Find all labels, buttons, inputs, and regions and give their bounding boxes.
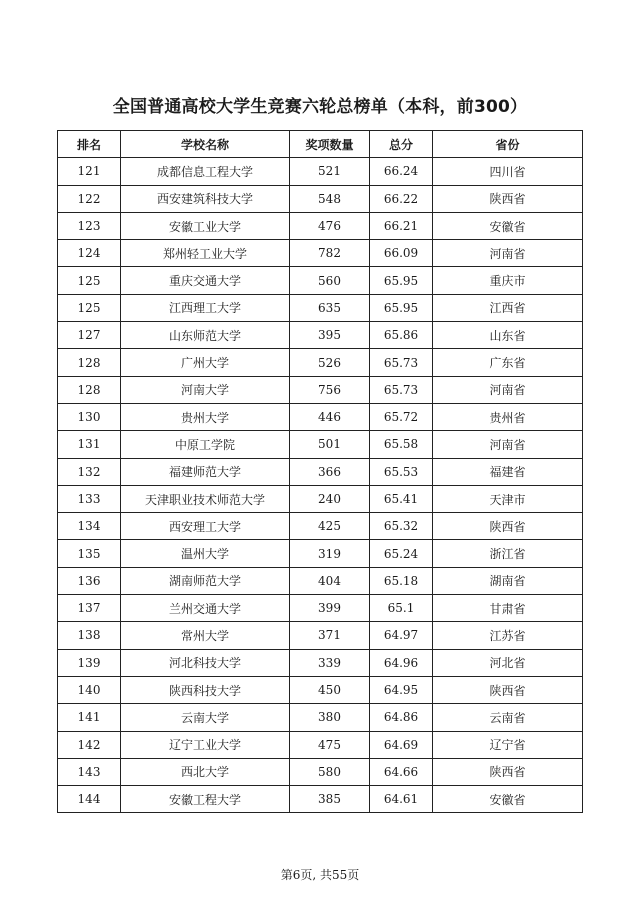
cell-rank: 137 [58,595,121,622]
table-row [58,540,583,567]
cell-rank: 132 [58,458,121,485]
cell-province: 河南省 [433,431,583,458]
table-row [58,322,583,349]
cell-school-name: 安徽工程大学 [121,786,290,813]
cell-province: 浙江省 [433,540,583,567]
cell-school-name: 中原工学院 [121,431,290,458]
cell-award-count: 782 [290,240,370,267]
cell-total-score: 65.18 [370,567,433,594]
table-row [58,294,583,321]
cell-school-name: 成都信息工程大学 [121,158,290,185]
cell-school-name: 西安理工大学 [121,513,290,540]
cell-award-count: 476 [290,212,370,239]
table-row [58,731,583,758]
cell-rank: 142 [58,731,121,758]
cell-province: 陕西省 [433,758,583,785]
cell-province: 陕西省 [433,513,583,540]
cell-school-name: 福建师范大学 [121,458,290,485]
cell-province: 甘肃省 [433,595,583,622]
cell-school-name: 西北大学 [121,758,290,785]
cell-school-name: 常州大学 [121,622,290,649]
cell-award-count: 399 [290,595,370,622]
table-row [58,158,583,185]
cell-total-score: 65.73 [370,349,433,376]
cell-rank: 130 [58,403,121,430]
table-row [58,267,583,294]
table-row [58,403,583,430]
cell-total-score: 65.1 [370,595,433,622]
cell-rank: 136 [58,567,121,594]
cell-award-count: 380 [290,704,370,731]
header-row [58,131,583,158]
cell-award-count: 756 [290,376,370,403]
cell-award-count: 635 [290,294,370,321]
cell-total-score: 64.86 [370,704,433,731]
header-school-name: 学校名称 [121,131,290,158]
table-row [58,704,583,731]
cell-province: 陕西省 [433,185,583,212]
cell-total-score: 65.41 [370,485,433,512]
cell-rank: 125 [58,267,121,294]
cell-total-score: 65.95 [370,267,433,294]
table-row [58,786,583,813]
header-rank: 排名 [58,131,121,158]
cell-province: 山东省 [433,322,583,349]
ranking-table [57,130,583,813]
cell-province: 江西省 [433,294,583,321]
cell-school-name: 湖南师范大学 [121,567,290,594]
cell-school-name: 江西理工大学 [121,294,290,321]
table-row [58,485,583,512]
cell-rank: 133 [58,485,121,512]
cell-rank: 143 [58,758,121,785]
cell-province: 贵州省 [433,403,583,430]
table-header [58,131,583,158]
cell-school-name: 安徽工业大学 [121,212,290,239]
cell-province: 辽宁省 [433,731,583,758]
header-province: 省份 [433,131,583,158]
cell-school-name: 天津职业技术师范大学 [121,485,290,512]
cell-province: 重庆市 [433,267,583,294]
table-row [58,458,583,485]
cell-award-count: 580 [290,758,370,785]
cell-award-count: 501 [290,431,370,458]
cell-school-name: 广州大学 [121,349,290,376]
cell-award-count: 521 [290,158,370,185]
cell-rank: 121 [58,158,121,185]
cell-rank: 139 [58,649,121,676]
cell-school-name: 兰州交通大学 [121,595,290,622]
header-total-score: 总分 [370,131,433,158]
page-title: 全国普通高校大学生竞赛六轮总榜单（本科，前300） [112,97,528,117]
table-row [58,240,583,267]
table-row [58,676,583,703]
cell-award-count: 395 [290,322,370,349]
cell-award-count: 526 [290,349,370,376]
cell-province: 河南省 [433,376,583,403]
cell-province: 云南省 [433,704,583,731]
cell-rank: 128 [58,349,121,376]
cell-award-count: 366 [290,458,370,485]
cell-award-count: 450 [290,676,370,703]
page-footer: 第6页, 共55页 [280,868,360,882]
cell-school-name: 河南大学 [121,376,290,403]
cell-award-count: 425 [290,513,370,540]
cell-total-score: 64.69 [370,731,433,758]
cell-award-count: 339 [290,649,370,676]
cell-rank: 127 [58,322,121,349]
cell-total-score: 64.61 [370,786,433,813]
table-row [58,595,583,622]
cell-province: 安徽省 [433,212,583,239]
cell-total-score: 65.32 [370,513,433,540]
cell-school-name: 贵州大学 [121,403,290,430]
cell-total-score: 65.73 [370,376,433,403]
cell-total-score: 66.24 [370,158,433,185]
cell-rank: 138 [58,622,121,649]
cell-total-score: 64.97 [370,622,433,649]
cell-rank: 122 [58,185,121,212]
cell-rank: 134 [58,513,121,540]
cell-total-score: 64.96 [370,649,433,676]
cell-school-name: 西安建筑科技大学 [121,185,290,212]
cell-province: 广东省 [433,349,583,376]
cell-rank: 131 [58,431,121,458]
table-body [58,158,583,813]
cell-school-name: 温州大学 [121,540,290,567]
cell-total-score: 64.66 [370,758,433,785]
cell-total-score: 64.95 [370,676,433,703]
cell-rank: 135 [58,540,121,567]
cell-rank: 125 [58,294,121,321]
cell-award-count: 475 [290,731,370,758]
table-row [58,212,583,239]
cell-province: 河南省 [433,240,583,267]
cell-total-score: 65.58 [370,431,433,458]
cell-total-score: 65.72 [370,403,433,430]
cell-rank: 128 [58,376,121,403]
cell-school-name: 河北科技大学 [121,649,290,676]
table-row [58,649,583,676]
cell-rank: 123 [58,212,121,239]
cell-total-score: 65.86 [370,322,433,349]
cell-rank: 144 [58,786,121,813]
table-row [58,567,583,594]
cell-province: 四川省 [433,158,583,185]
cell-total-score: 66.09 [370,240,433,267]
table-row [58,513,583,540]
cell-award-count: 319 [290,540,370,567]
cell-province: 福建省 [433,458,583,485]
cell-award-count: 404 [290,567,370,594]
header-award-count: 奖项数量 [290,131,370,158]
table-row [58,349,583,376]
cell-total-score: 65.24 [370,540,433,567]
table-row [58,758,583,785]
cell-total-score: 65.53 [370,458,433,485]
cell-school-name: 重庆交通大学 [121,267,290,294]
table-row [58,185,583,212]
cell-rank: 140 [58,676,121,703]
cell-award-count: 371 [290,622,370,649]
cell-award-count: 446 [290,403,370,430]
cell-total-score: 65.95 [370,294,433,321]
cell-award-count: 385 [290,786,370,813]
table-row [58,431,583,458]
cell-rank: 124 [58,240,121,267]
cell-school-name: 云南大学 [121,704,290,731]
cell-award-count: 548 [290,185,370,212]
cell-total-score: 66.22 [370,185,433,212]
cell-province: 湖南省 [433,567,583,594]
cell-province: 河北省 [433,649,583,676]
cell-province: 陕西省 [433,676,583,703]
cell-school-name: 辽宁工业大学 [121,731,290,758]
cell-province: 天津市 [433,485,583,512]
cell-rank: 141 [58,704,121,731]
cell-award-count: 240 [290,485,370,512]
cell-award-count: 560 [290,267,370,294]
cell-total-score: 66.21 [370,212,433,239]
table-row [58,376,583,403]
cell-province: 江苏省 [433,622,583,649]
table-row [58,622,583,649]
cell-province: 安徽省 [433,786,583,813]
cell-school-name: 山东师范大学 [121,322,290,349]
cell-school-name: 郑州轻工业大学 [121,240,290,267]
cell-school-name: 陕西科技大学 [121,676,290,703]
